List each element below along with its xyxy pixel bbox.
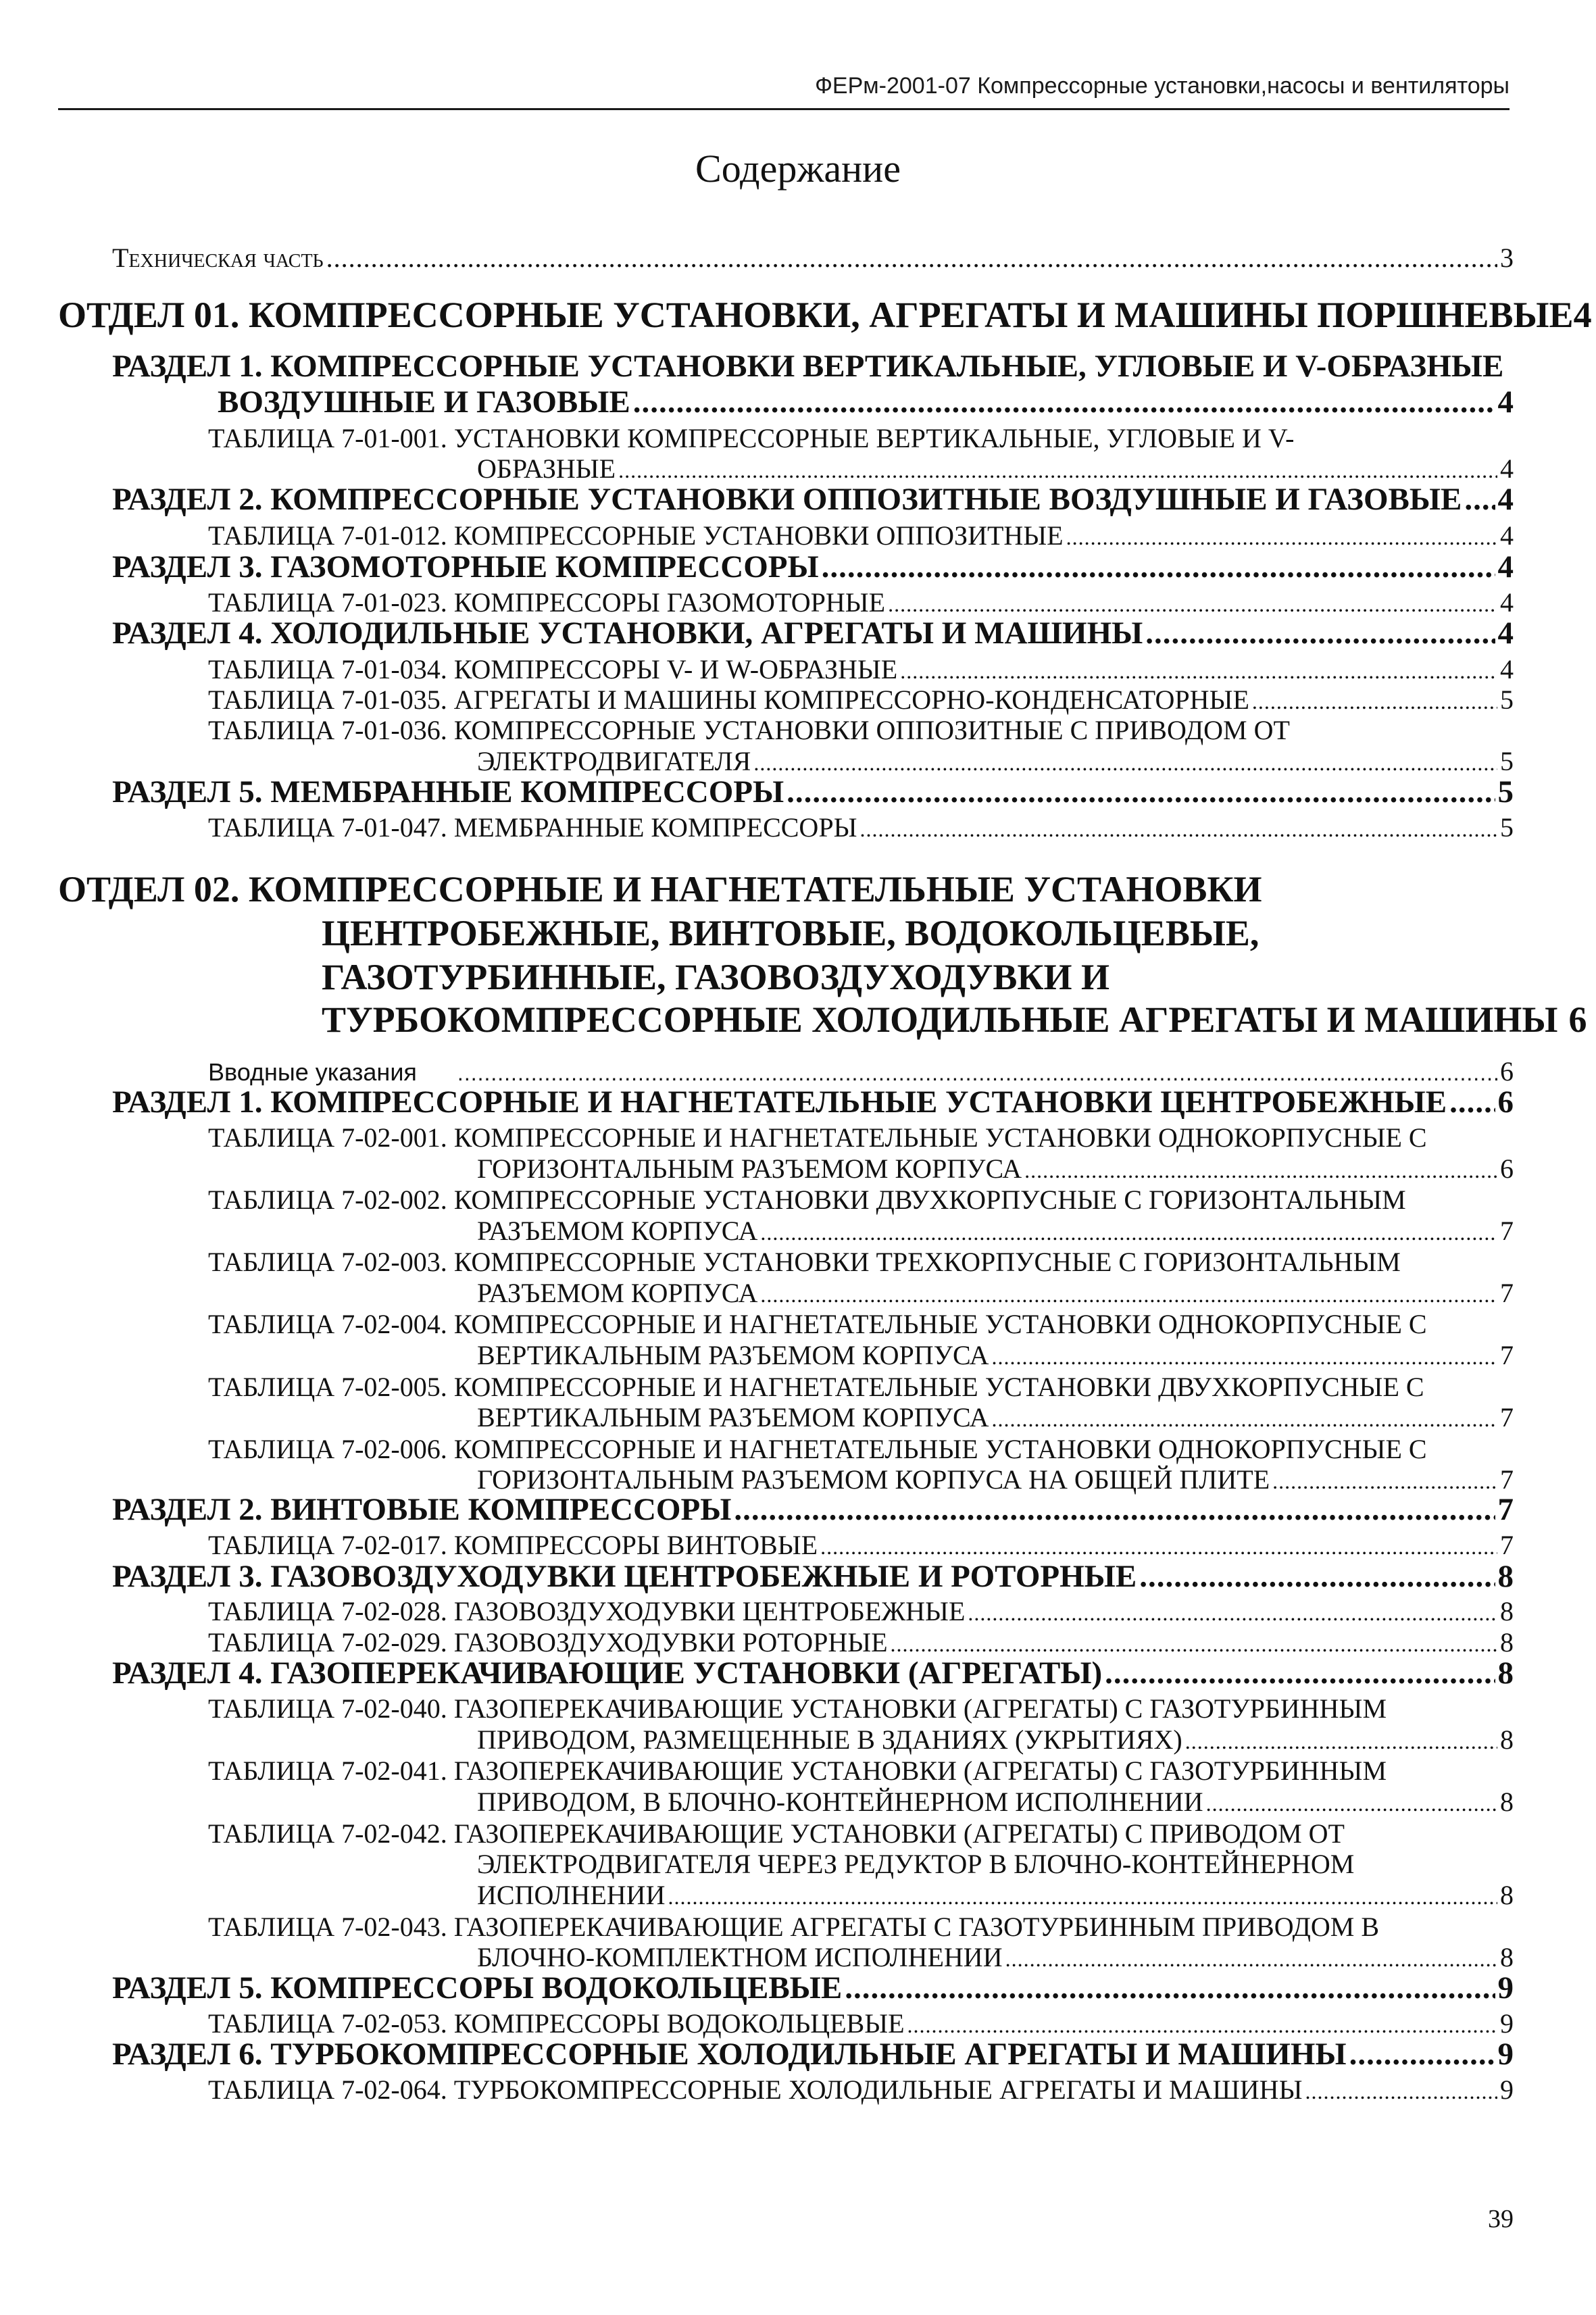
toc-entry-table-7-02-043[interactable]: ТАБЛИЦА 7-02-043. ГАЗОПЕРЕКАЧИВАЮЩИЕ АГРЕГАТЫ С ГАЗОТУРБИННЫМ ПРИВОДОМ В [208, 1912, 1380, 1942]
toc-entry-table-7-02-002[interactable]: ТАБЛИЦА 7-02-002. КОМПРЕССОРНЫЕ УСТАНОВКИ ДВУХКОРПУСНЫЕ С ГОРИЗОНТАЛЬНЫМ [208, 1185, 1406, 1215]
toc-entry-table-7-02-005[interactable]: ТАБЛИЦА 7-02-005. КОМПРЕССОРНЫЕ И НАГНЕТАТЕЛЬНЫЕ УСТАНОВКИ ДВУХКОРПУСНЫЕ С [208, 1372, 1424, 1402]
toc-entry-page: 5 [1500, 684, 1514, 715]
toc-entry-label: БЛОЧНО-КОМПЛЕКТНОМ ИСПОЛНЕНИИ [477, 1942, 1003, 1972]
toc-entry-label: ТАБЛИЦА 7-01-034. КОМПРЕССОРЫ V- И W-ОБРАЗНЫЕ [208, 654, 898, 684]
toc-entry-page: 7 [1500, 1464, 1514, 1495]
toc-entry-page: 4 [1497, 616, 1514, 651]
toc-entry-table-7-02-028[interactable] [208, 1595, 1514, 1627]
page-number: 39 [1488, 2205, 1514, 2233]
toc-entry-introductory-notes[interactable] [208, 1055, 1514, 1087]
toc-entry-table-7-02-064[interactable] [208, 2074, 1514, 2106]
toc-entry-department-02-cont[interactable]: ГАЗОТУРБИННЫЕ, ГАЗОВОЗДУХОДУВКИ И [322, 957, 1110, 997]
toc-entry-table-7-01-035[interactable] [208, 684, 1514, 716]
running-header: ФЕРм-2001-07 Компрессорные установки,насосы и вентиляторы [815, 73, 1510, 99]
toc-entry-label: ВОЗДУШНЫЕ И ГАЗОВЫЕ [218, 384, 630, 420]
page-title: Содержание [695, 147, 901, 191]
toc-entry-table-7-02-003-cont[interactable] [477, 1277, 1514, 1309]
dot-leader [1272, 1469, 1497, 1494]
toc-entry-label: ОБРАЗНЫЕ [477, 453, 616, 484]
toc-entry-page: 8 [1500, 1942, 1514, 1972]
toc-entry-section-2-1[interactable] [112, 1084, 1514, 1120]
toc-entry-table-7-02-006[interactable]: ТАБЛИЦА 7-02-006. КОМПРЕССОРНЫЕ И НАГНЕТАТЕЛЬНЫЕ УСТАНОВКИ ОДНОКОРПУСНЫЕ С [208, 1434, 1427, 1464]
toc-entry-table-7-02-042[interactable]: ТАБЛИЦА 7-02-042. ГАЗОПЕРЕКАЧИВАЮЩИЕ УСТАНОВКИ (АГРЕГАТЫ) С ПРИВОДОМ ОТ [208, 1818, 1345, 1849]
toc-entry-page: 7 [1500, 1278, 1514, 1308]
dot-leader [618, 458, 1497, 483]
dot-leader [734, 1491, 1495, 1528]
dot-leader [1005, 1947, 1497, 1972]
toc-entry-label: РАЗДЕЛ 3. ГАЗОМОТОРНЫЕ КОМПРЕССОРЫ [112, 549, 819, 584]
toc-entry-table-7-01-047[interactable] [208, 812, 1514, 843]
toc-entry-label: ВЕРТИКАЛЬНЫМ РАЗЪЕМОМ КОРПУСА [477, 1340, 989, 1370]
dot-leader [1349, 2036, 1495, 2072]
toc-entry-page: 4 [1500, 453, 1514, 484]
toc-entry-table-7-02-042-cont[interactable]: ЭЛЕКТРОДВИГАТЕЛЯ ЧЕРЕЗ РЕДУКТОР В БЛОЧНО-КОНТЕЙНЕРНОМ [477, 1849, 1355, 1879]
toc-entry-section-2-6[interactable] [112, 2036, 1514, 2072]
toc-entry-label: РАЗДЕЛ 2. ВИНТОВЫЕ КОМПРЕССОРЫ [112, 1492, 732, 1527]
toc-entry-table-7-01-001[interactable]: ТАБЛИЦА 7-01-001. УСТАНОВКИ КОМПРЕССОРНЫЕ ВЕРТИКАЛЬНЫЕ, УГЛОВЫЕ И V- [208, 423, 1295, 453]
toc-entry-label: ИСПОЛНЕНИИ [477, 1880, 666, 1910]
toc-entry-technical-part[interactable] [112, 242, 1514, 274]
dot-leader [633, 384, 1495, 420]
toc-entry-page: 7 [1497, 1492, 1514, 1527]
dot-leader [900, 659, 1497, 684]
dot-leader [1105, 1655, 1495, 1691]
toc-entry-section-1-1[interactable]: РАЗДЕЛ 1. КОМПРЕССОРНЫЕ УСТАНОВКИ ВЕРТИКАЛЬНЫЕ, УГЛОВЫЕ И V-ОБРАЗНЫЕ [112, 349, 1504, 384]
toc-entry-page: 9 [1500, 2074, 1514, 2105]
toc-entry-label: ТАБЛИЦА 7-02-029. ГАЗОВОЗДУХОДУВКИ РОТОРНЫЕ [208, 1627, 888, 1658]
dot-leader [326, 242, 1497, 274]
toc-entry-label: ТУРБОКОМПРЕССОРНЫЕ ХОЛОДИЛЬНЫЕ АГРЕГАТЫ И МАШИНЫ [322, 999, 1558, 1040]
toc-entry-section-1-4[interactable] [112, 615, 1514, 651]
toc-entry-label: ТАБЛИЦА 7-01-035. АГРЕГАТЫ И МАШИНЫ КОМПРЕССОРНО-КОНДЕНСАТОРНЫЕ [208, 684, 1249, 715]
toc-entry-section-2-4[interactable] [112, 1655, 1514, 1691]
toc-entry-page: 4 [1573, 295, 1592, 335]
toc-entry-page: 7 [1500, 1216, 1514, 1246]
toc-entry-label: РАЗДЕЛ 6. ТУРБОКОМПРЕССОРНЫЕ ХОЛОДИЛЬНЫЕ АГРЕГАТЫ И МАШИНЫ [112, 2037, 1347, 2072]
toc-entry-page: 6 [1500, 1153, 1514, 1184]
toc-entry-section-2-3[interactable] [112, 1558, 1514, 1595]
dot-leader [1206, 1791, 1497, 1816]
toc-entry-label: РАЗДЕЛ 4. ХОЛОДИЛЬНЫЕ УСТАНОВКИ, АГРЕГАТЫ И МАШИНЫ [112, 616, 1143, 651]
toc-entry-page: 5 [1497, 774, 1514, 810]
toc-entry-label: ГОРИЗОНТАЛЬНЫМ РАЗЪЕМОМ КОРПУСА [477, 1153, 1022, 1184]
toc-entry-table-7-02-041[interactable]: ТАБЛИЦА 7-02-041. ГАЗОПЕРЕКАЧИВАЮЩИЕ УСТАНОВКИ (АГРЕГАТЫ) С ГАЗОТУРБИННЫМ [208, 1756, 1387, 1786]
dot-leader [820, 1535, 1497, 1560]
toc-entry-label: ТАБЛИЦА 7-02-064. ТУРБОКОМПРЕССОРНЫЕ ХОЛОДИЛЬНЫЕ АГРЕГАТЫ И МАШИНЫ [208, 2074, 1303, 2105]
dot-leader [992, 1407, 1497, 1432]
toc-entry-label: ТАБЛИЦА 7-01-047. МЕМБРАННЫЕ КОМПРЕССОРЫ [208, 812, 857, 843]
toc-entry-table-7-02-053[interactable] [208, 2008, 1514, 2039]
dot-leader [1024, 1158, 1497, 1183]
toc-entry-page: 5 [1500, 746, 1514, 776]
toc-entry-label: РАЗДЕЛ 5. МЕМБРАННЫЕ КОМПРЕССОРЫ [112, 774, 784, 810]
dot-leader [907, 2013, 1497, 2038]
toc-entry-table-7-02-001[interactable]: ТАБЛИЦА 7-02-001. КОМПРЕССОРНЫЕ И НАГНЕТАТЕЛЬНЫЕ УСТАНОВКИ ОДНОКОРПУСНЫЕ С [208, 1122, 1427, 1153]
toc-entry-page: 8 [1500, 1596, 1514, 1626]
dot-leader [787, 774, 1495, 810]
toc-entry-table-7-01-012[interactable] [208, 520, 1514, 551]
toc-entry-table-7-02-001-cont[interactable] [477, 1153, 1514, 1185]
toc-entry-page: 4 [1497, 482, 1514, 517]
toc-entry-label: РАЗДЕЛ 5. КОМПРЕССОРЫ ВОДОКОЛЬЦЕВЫЕ [112, 1970, 843, 2006]
toc-entry-section-1-2[interactable] [112, 481, 1514, 518]
toc-entry-page: 6 [1568, 999, 1587, 1040]
toc-entry-table-7-02-002-cont[interactable] [477, 1215, 1514, 1247]
toc-entry-label: ЭЛЕКТРОДВИГАТЕЛЯ [477, 746, 751, 776]
toc-entry-page: 9 [1497, 2037, 1514, 2072]
toc-entry-page: 4 [1500, 520, 1514, 551]
toc-entry-page: 8 [1500, 1724, 1514, 1755]
toc-entry-label: ТАБЛИЦА 7-02-053. КОМПРЕССОРЫ ВОДОКОЛЬЦЕВЫЕ [208, 2008, 905, 2039]
toc-entry-page: 7 [1500, 1402, 1514, 1433]
toc-entry-table-7-01-001-cont[interactable] [477, 453, 1514, 484]
dot-leader [992, 1345, 1497, 1370]
toc-entry-section-2-5[interactable] [112, 1970, 1514, 2006]
toc-entry-label: РАЗДЕЛ 4. ГАЗОПЕРЕКАЧИВАЮЩИЕ УСТАНОВКИ (АГРЕГАТЫ) [112, 1656, 1103, 1691]
dot-leader [1305, 2079, 1497, 2104]
toc-entry-department-01[interactable] [58, 294, 1592, 336]
toc-entry-label: ТАБЛИЦА 7-01-023. КОМПРЕССОРЫ ГАЗОМОТОРНЫЕ [208, 587, 886, 618]
toc-entry-page: 7 [1500, 1340, 1514, 1370]
toc-entry-department-02-cont[interactable]: ЦЕНТРОБЕЖНЫЕ, ВИНТОВЫЕ, ВОДОКОЛЬЦЕВЫЕ, [322, 913, 1260, 953]
toc-entry-table-7-02-005-cont[interactable] [477, 1401, 1514, 1433]
toc-entry-department-02-cont[interactable] [322, 999, 1587, 1041]
toc-entry-page: 6 [1497, 1085, 1514, 1120]
toc-entry-page: 3 [1500, 243, 1514, 273]
toc-entry-label: Вводные указания [208, 1058, 417, 1086]
dot-leader [1252, 689, 1497, 714]
dot-leader [1066, 525, 1497, 550]
toc-entry-table-7-02-040-cont[interactable] [477, 1724, 1514, 1756]
toc-entry-table-7-02-004[interactable]: ТАБЛИЦА 7-02-004. КОМПРЕССОРНЫЕ И НАГНЕТАТЕЛЬНЫЕ УСТАНОВКИ ОДНОКОРПУСНЫЕ С [208, 1309, 1427, 1339]
toc-entry-page: 8 [1497, 1656, 1514, 1691]
toc-entry-table-7-01-023[interactable] [208, 587, 1514, 618]
dot-leader [1449, 1084, 1495, 1120]
toc-entry-label: РАЗЪЕМОМ КОРПУСА [477, 1278, 758, 1308]
toc-entry-page: 4 [1497, 549, 1514, 584]
toc-entry-section-1-3[interactable] [112, 549, 1514, 585]
toc-entry-page: 9 [1497, 1970, 1514, 2006]
toc-entry-label: Техническая часть [112, 243, 324, 273]
toc-entry-label: РАЗДЕЛ 2. КОМПРЕССОРНЫЕ УСТАНОВКИ ОППОЗИТНЫЕ ВОЗДУШНЫЕ И ГАЗОВЫЕ [112, 482, 1462, 517]
toc-entry-label: ТАБЛИЦА 7-02-017. КОМПРЕССОРЫ ВИНТОВЫЕ [208, 1530, 818, 1560]
toc-entry-table-7-02-029[interactable] [208, 1626, 1514, 1658]
toc-entry-table-7-02-043-cont[interactable] [477, 1941, 1514, 1973]
toc-entry-table-7-02-004-cont[interactable] [477, 1339, 1514, 1371]
dot-leader [1139, 1558, 1495, 1595]
toc-entry-table-7-02-006-cont[interactable] [477, 1464, 1514, 1495]
toc-entry-section-1-5[interactable] [112, 774, 1514, 810]
toc-entry-label: ПРИВОДОМ, В БЛОЧНО-КОНТЕЙНЕРНОМ ИСПОЛНЕНИИ [477, 1787, 1203, 1817]
toc-entry-label: ТАБЛИЦА 7-02-028. ГАЗОВОЗДУХОДУВКИ ЦЕНТРОБЕЖНЫЕ [208, 1596, 966, 1626]
toc-entry-table-7-01-034[interactable] [208, 653, 1514, 685]
dot-leader [1464, 481, 1495, 518]
dot-leader [1145, 615, 1495, 651]
toc-entry-label: РАЗЪЕМОМ КОРПУСА [477, 1216, 758, 1246]
toc-entry-table-7-02-003[interactable]: ТАБЛИЦА 7-02-003. КОМПРЕССОРНЫЕ УСТАНОВКИ ТРЕХКОРПУСНЫЕ С ГОРИЗОНТАЛЬНЫМ [208, 1247, 1401, 1277]
toc-entry-label: ПРИВОДОМ, РАЗМЕЩЕННЫЕ В ЗДАНИЯХ (УКРЫТИЯХ) [477, 1724, 1182, 1755]
dot-leader [845, 1970, 1495, 2006]
dot-leader [822, 549, 1495, 585]
toc-entry-table-7-01-036[interactable]: ТАБЛИЦА 7-01-036. КОМПРЕССОРНЫЕ УСТАНОВКИ ОППОЗИТНЫЕ С ПРИВОДОМ ОТ [208, 715, 1290, 745]
toc-entry-department-02[interactable]: ОТДЕЛ 02. КОМПРЕССОРНЫЕ И НАГНЕТАТЕЛЬНЫЕ УСТАНОВКИ [58, 869, 1262, 910]
toc-entry-label: РАЗДЕЛ 3. ГАЗОВОЗДУХОДУВКИ ЦЕНТРОБЕЖНЫЕ И РОТОРНЫЕ [112, 1559, 1137, 1594]
dot-leader [668, 1885, 1497, 1910]
toc-entry-label: ГОРИЗОНТАЛЬНЫМ РАЗЪЕМОМ КОРПУСА НА ОБЩЕЙ ПЛИТЕ [477, 1464, 1270, 1495]
toc-entry-page: 8 [1500, 1627, 1514, 1658]
toc-entry-section-1-1-cont[interactable] [218, 384, 1514, 420]
toc-entry-table-7-01-036-cont[interactable] [477, 745, 1514, 777]
toc-entry-table-7-02-042-cont[interactable] [477, 1879, 1514, 1911]
toc-entry-section-2-2[interactable] [112, 1491, 1514, 1528]
toc-entry-label: РАЗДЕЛ 1. КОМПРЕССОРНЫЕ И НАГНЕТАТЕЛЬНЫЕ УСТАНОВКИ ЦЕНТРОБЕЖНЫЕ [112, 1085, 1447, 1120]
toc-entry-page: 4 [1497, 384, 1514, 420]
toc-entry-table-7-02-041-cont[interactable] [477, 1786, 1514, 1818]
toc-entry-table-7-02-040[interactable]: ТАБЛИЦА 7-02-040. ГАЗОПЕРЕКАЧИВАЮЩИЕ УСТАНОВКИ (АГРЕГАТЫ) С ГАЗОТУРБИННЫМ [208, 1693, 1387, 1724]
dot-leader [1185, 1729, 1497, 1754]
toc-entry-page: 9 [1500, 2008, 1514, 2039]
toc-entry-page: 8 [1500, 1880, 1514, 1910]
toc-entry-page: 4 [1500, 654, 1514, 684]
toc-entry-label: ВЕРТИКАЛЬНЫМ РАЗЪЕМОМ КОРПУСА [477, 1402, 989, 1433]
dot-leader [888, 592, 1497, 617]
toc-entry-page: 4 [1500, 587, 1514, 618]
dot-leader [891, 1632, 1497, 1657]
dot-leader [968, 1601, 1497, 1626]
dot-leader [859, 817, 1497, 842]
toc-entry-label: ТАБЛИЦА 7-01-012. КОМПРЕССОРНЫЕ УСТАНОВКИ ОППОЗИТНЫЕ [208, 520, 1064, 551]
dot-leader [753, 751, 1497, 776]
toc-entry-page: 8 [1500, 1787, 1514, 1817]
dot-leader [760, 1220, 1497, 1245]
toc-entry-label: ОТДЕЛ 01. КОМПРЕССОРНЫЕ УСТАНОВКИ, АГРЕГАТЫ И МАШИНЫ ПОРШНЕВЫЕ [58, 295, 1574, 335]
toc-entry-page: 6 [1500, 1056, 1514, 1087]
toc-entry-page: 5 [1500, 812, 1514, 843]
toc-entry-table-7-02-017[interactable] [208, 1529, 1514, 1561]
dot-leader [760, 1283, 1497, 1308]
toc-entry-page: 7 [1500, 1530, 1514, 1560]
toc-entry-page: 8 [1497, 1559, 1514, 1594]
dot-leader [457, 1061, 1497, 1086]
